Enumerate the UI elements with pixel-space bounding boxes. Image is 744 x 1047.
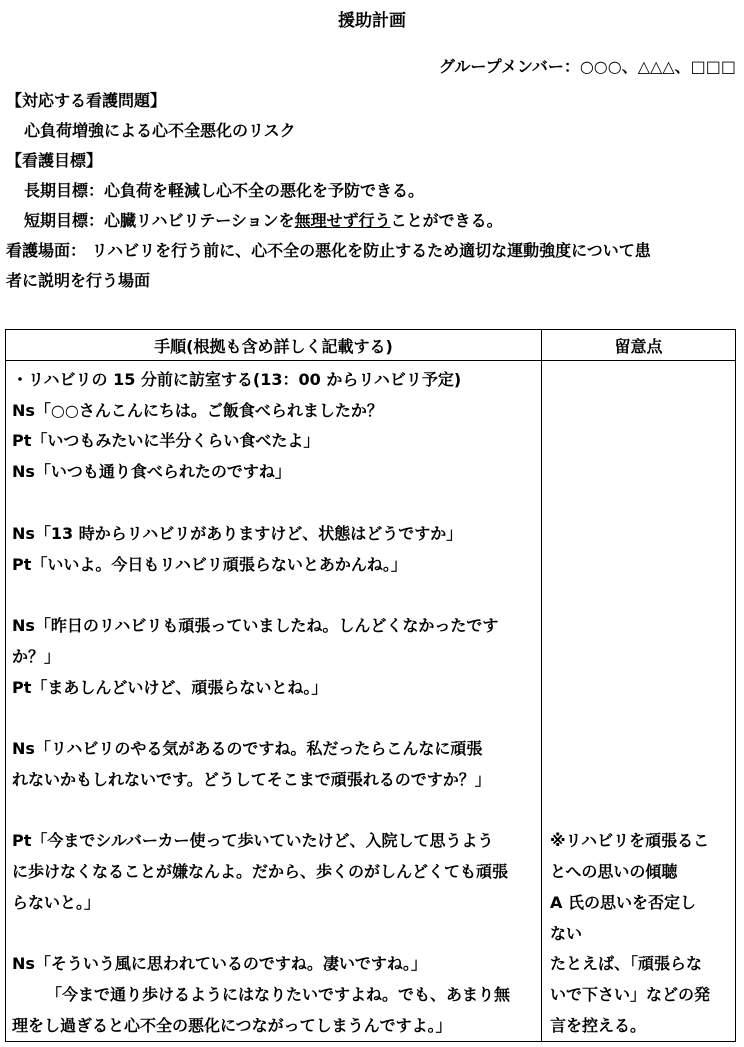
procedure-line: Ns「○○さんこんにちは。ご飯食べられましたか？ (12, 401, 383, 420)
group-members: グループメンバー：○○○、△△△、□□□ (438, 57, 736, 76)
nursing-problem-text: 心負荷増強による心不全悪化のリスク (24, 121, 296, 140)
procedure-line: ・リハビリの 15 分前に訪室する(13：00 からリハビリ予定) (12, 370, 462, 389)
notes-line: いで下さい」などの発 (550, 985, 711, 1004)
procedure-cell (6, 361, 542, 1042)
procedure-line: か？」 (12, 647, 61, 666)
short-term-goal-suffix: ことができる。 (390, 211, 503, 230)
scene-line-2: 者に説明を行う場面 (6, 271, 151, 290)
procedure-line: Ns「13 時からリハビリがありますけど、状態はどうですか」 (12, 524, 463, 543)
procedure-line: Pt「まあしんどいけど、頑張らないとね。」 (12, 678, 328, 697)
notes-line: ※リハビリを頑張るこ (550, 831, 710, 850)
procedure-line: れないかもしれないです。どうしてそこまで頑張れるのですか？」 (12, 770, 491, 789)
nursing-goal-heading: 【看護目標】 (6, 151, 103, 170)
notes-header: 留意点 (542, 330, 736, 361)
nursing-problem-heading: 【対応する看護問題】 (6, 91, 167, 110)
procedure-line: Ns「そういう風に思われているのですね。凄いですね。」 (12, 954, 427, 973)
notes-line: たとえば、「頑張らな (550, 954, 703, 973)
procedure-line: Pt「今までシルバーカー使って歩いていたけど、入院して思うよう (12, 831, 494, 850)
procedure-line: 理をし過ぎると心不全の悪化につながってしまうんですよ。」 (12, 1016, 452, 1035)
short-term-goal-underline: 無理せず行う (294, 211, 391, 230)
procedure-line: らないと。」 (12, 893, 101, 912)
procedure-line: 「今まで通り歩けるようにはなりたいですよね。でも、あまり無 (46, 985, 511, 1004)
notes-line: とへの思いの傾聴 (550, 862, 678, 881)
scene-line-1: 看護場面： リハビリを行う前に、心不全の悪化を防止するため適切な運動強度について患 (6, 241, 651, 260)
procedure-line: Pt「いいよ。今日もリハビリ頑張らないとあかんね。」 (12, 555, 407, 574)
procedure-line: に歩けなくなることが嫌なんよ。だから、歩くのがしんどくても頑張 (12, 862, 509, 881)
short-term-goal (24, 208, 503, 231)
page-title: 援助計画 (338, 11, 406, 31)
procedure-line: Ns「リハビリのやる気があるのですね。私だったらこんなに頑張 (12, 739, 483, 758)
procedure-line: Pt「いつもみたいに半分くらい食べたよ」 (12, 431, 320, 450)
plan-table (5, 329, 736, 1042)
notes-line: 言を控える。 (550, 1016, 647, 1035)
short-term-goal-prefix: 短期目標：心臓リハビリテーションを (24, 211, 295, 230)
long-term-goal: 長期目標：心負荷を軽減し心不全の悪化を予防できる。 (24, 181, 425, 200)
notes-cell (542, 361, 736, 1042)
procedure-line: Ns「昨日のリハビリも頑張っていましたね。しんどくなかったです (12, 616, 499, 635)
notes-line: ない (550, 924, 583, 943)
procedure-header: 手順(根拠も含め詳しく記載する) (6, 330, 542, 361)
procedure-line: Ns「いつも通り食べられたのですね」 (12, 462, 291, 481)
notes-line: A 氏の思いを否定し (550, 893, 696, 912)
